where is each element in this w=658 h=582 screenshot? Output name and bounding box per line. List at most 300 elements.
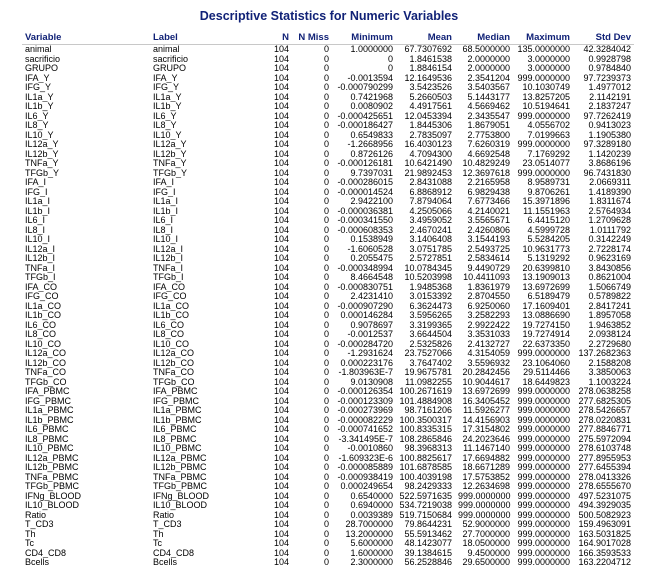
cell-median: 999.0000000: [458, 510, 511, 520]
descriptive-statistics-table: [22, 31, 634, 568]
cell-n: 104: [273, 415, 289, 425]
cell-label: IL10_Y: [153, 130, 182, 140]
cell-n: 104: [273, 111, 289, 121]
cell-std-dev: 278.0220831: [578, 415, 631, 425]
cell-std-dev: 0.9413023: [588, 121, 631, 130]
cell-minimum: 0.6540000: [350, 491, 393, 501]
cell-n-miss: 0: [323, 463, 329, 472]
cell-median: 2.8704550: [467, 292, 510, 301]
cell-label: IL1a_PBMC: [153, 406, 202, 415]
cell-n: 104: [273, 292, 289, 301]
cell-n: 104: [273, 197, 289, 206]
cell-maximum: 999.0000000: [517, 548, 570, 558]
cell-mean: 10.5203998: [404, 273, 452, 282]
cell-std-dev: 277.6825305: [578, 396, 631, 406]
cell-std-dev: 278.0638258: [578, 387, 631, 396]
cell-median: 2.3541204: [467, 73, 510, 83]
cell-mean: 108.2865846: [399, 434, 452, 444]
cell-n: 104: [273, 282, 289, 292]
cell-variable: IL8_I: [25, 225, 46, 235]
table-row: [22, 64, 634, 74]
cell-std-dev: 0.9928798: [588, 54, 631, 64]
cell-variable: T_CD3: [25, 520, 54, 529]
cell-mean: 4.4917561: [409, 102, 452, 111]
cell-mean: 100.2671619: [399, 387, 452, 396]
cell-variable: TNFa_Y: [25, 159, 59, 168]
cell-minimum: -1.803963E-7: [338, 368, 393, 377]
cell-n-miss: 0: [323, 263, 329, 273]
cell-n: 104: [273, 254, 289, 263]
cell-label: IFG_CO: [153, 292, 187, 301]
cell-mean: 3.3199365: [409, 320, 452, 330]
cell-variable: Ratio: [25, 510, 47, 520]
cell-std-dev: 1.4189390: [588, 187, 631, 197]
cell-n-miss: 0: [323, 178, 329, 187]
cell-label: IL1b_PBMC: [153, 415, 202, 425]
cell-n-miss: 0: [323, 491, 329, 501]
table-row: [22, 387, 634, 397]
cell-mean: 100.8335315: [399, 425, 452, 434]
cell-minimum: 9.0130908: [350, 377, 393, 387]
cell-median: 10.4411093: [463, 273, 510, 282]
cell-std-dev: 2.0938124: [588, 330, 631, 339]
cell-std-dev: 277.6455394: [578, 463, 631, 472]
cell-n-miss: 0: [323, 54, 329, 64]
col-header-std-dev: Std Dev: [573, 31, 634, 45]
cell-n-miss: 0: [323, 159, 329, 168]
cell-minimum: -0.000186427: [337, 121, 393, 130]
cell-n-miss: 0: [323, 73, 329, 83]
cell-minimum: -3.341495E-7: [338, 434, 393, 444]
cell-n: 104: [273, 330, 289, 339]
cell-n: 104: [273, 444, 289, 453]
table-row: [22, 340, 634, 350]
table-header-row: [22, 31, 634, 45]
cell-mean: 100.8825617: [399, 453, 452, 463]
cell-std-dev: 97.7262419: [583, 111, 631, 121]
cell-maximum: 999.0000000: [517, 539, 570, 548]
cell-std-dev: 0.9784840: [588, 64, 631, 73]
cell-n: 104: [273, 311, 289, 320]
cell-label: IL12b_Y: [153, 149, 187, 159]
cell-mean: 7.8794064: [409, 197, 452, 206]
cell-variable: IFA_CO: [25, 282, 58, 292]
cell-n-miss: 0: [323, 187, 329, 197]
cell-variable: IL1a_PBMC: [25, 406, 74, 415]
cell-minimum: 9.7397031: [350, 168, 393, 178]
cell-label: Ratio: [153, 510, 175, 520]
cell-maximum: 11.1551963: [523, 206, 570, 216]
cell-maximum: 10.9631773: [522, 244, 570, 254]
cell-n-miss: 0: [323, 453, 329, 463]
cell-minimum: 0.6549833: [350, 130, 393, 140]
cell-label: IFA_PBMC: [153, 387, 198, 396]
cell-median: 12.2634698: [462, 482, 510, 491]
cell-n: 104: [273, 434, 289, 444]
cell-n: 104: [273, 406, 289, 415]
cell-mean: 519.7150684: [399, 510, 452, 520]
cell-maximum: 13.6972699: [522, 282, 570, 292]
cell-variable: IL10_PBMC: [25, 444, 74, 453]
cell-median: 29.6500000: [462, 558, 510, 567]
cell-median: 2.0000000: [467, 64, 510, 73]
cell-n-miss: 0: [323, 149, 329, 159]
table-row: [22, 150, 634, 160]
cell-minimum: 0: [387, 64, 393, 73]
cell-maximum: 5.1319292: [527, 254, 570, 263]
cell-variable: IFG_Y: [25, 83, 52, 92]
cell-label: TFGb_PBMC: [153, 482, 208, 491]
cell-median: 7.6773466: [467, 197, 510, 206]
cell-mean: 4.2505066: [409, 206, 452, 216]
cell-median: 20.2842456: [462, 368, 510, 377]
cell-minimum: 0: [387, 54, 393, 64]
cell-variable: IL1b_PBMC: [25, 415, 74, 425]
cell-maximum: 4.5999728: [527, 225, 570, 235]
cell-median: 3.5403567: [467, 83, 510, 92]
cell-n-miss: 0: [323, 111, 329, 121]
cell-label: IL1b_I: [153, 206, 179, 216]
cell-n-miss: 0: [323, 130, 329, 140]
col-header-n: N: [262, 31, 292, 45]
cell-mean: 101.4884908: [399, 396, 452, 406]
cell-std-dev: 2.8417241: [588, 301, 631, 311]
cell-variable: IFA_PBMC: [25, 387, 70, 396]
cell-label: TFGb_I: [153, 273, 184, 282]
cell-n: 104: [273, 482, 289, 491]
cell-median: 17.5753852: [462, 472, 510, 482]
cell-n: 104: [273, 548, 289, 558]
cell-mean: 2.4670241: [409, 225, 452, 235]
cell-maximum: 13.0886690: [522, 311, 570, 320]
cell-n-miss: 0: [323, 339, 329, 349]
cell-median: 3.5565671: [467, 216, 510, 225]
cell-n-miss: 0: [323, 168, 329, 178]
table-row: [22, 416, 634, 426]
cell-n: 104: [273, 396, 289, 406]
cell-maximum: 18.6449823: [522, 377, 570, 387]
cell-mean: 12.1649536: [404, 73, 452, 83]
cell-std-dev: 1.1905380: [588, 130, 631, 140]
cell-variable: IL10_Y: [25, 130, 54, 140]
cell-n: 104: [273, 491, 289, 501]
cell-variable: TFGb_PBMC: [25, 482, 80, 491]
cell-std-dev: 278.6555670: [578, 482, 631, 491]
cell-n-miss: 0: [323, 330, 329, 339]
cell-maximum: 29.5114466: [523, 368, 570, 377]
cell-label: IL12a_I: [153, 244, 184, 254]
cell-n-miss: 0: [323, 244, 329, 254]
table-row: [22, 112, 634, 122]
cell-label: IL1a_Y: [153, 92, 182, 102]
cell-variable: IFG_PBMC: [25, 396, 72, 406]
cell-variable: IFNg_BLOOD: [25, 491, 82, 501]
cell-minimum: 0.0080902: [350, 102, 393, 111]
table-row: [22, 74, 634, 84]
cell-minimum: 0.7421968: [350, 92, 393, 102]
cell-median: 18.0500000: [462, 539, 510, 548]
table-row: [22, 55, 634, 65]
cell-variable: IFG_CO: [25, 292, 59, 301]
cell-minimum: 1.6000000: [350, 548, 393, 558]
table-row: [22, 235, 634, 245]
cell-mean: 10.0784345: [404, 263, 452, 273]
cell-label: IL12b_CO: [153, 358, 195, 368]
cell-n-miss: 0: [323, 225, 329, 235]
cell-variable: IL1a_CO: [25, 301, 62, 311]
cell-label: IL10_PBMC: [153, 444, 202, 453]
cell-std-dev: 278.5426657: [578, 406, 631, 415]
cell-n-miss: 0: [323, 510, 329, 520]
cell-maximum: 999.0000000: [517, 501, 570, 510]
table-row: [22, 435, 634, 445]
cell-std-dev: 2.1142191: [589, 92, 631, 102]
cell-std-dev: 2.5764934: [588, 206, 631, 216]
cell-mean: 12.0453394: [404, 111, 452, 121]
cell-minimum: 1.0000000: [350, 44, 393, 54]
cell-variable: IL10_CO: [25, 339, 62, 349]
cell-label: TFGb_CO: [153, 377, 195, 387]
cell-minimum: -0.000425651: [337, 111, 393, 121]
cell-minimum: -0.000790299: [337, 83, 393, 92]
cell-label: IL12a_PBMC: [153, 453, 207, 463]
cell-std-dev: 137.2682363: [578, 349, 631, 358]
cell-maximum: 23.0514077: [522, 159, 570, 168]
cell-median: 13.6972699: [462, 387, 510, 396]
cell-std-dev: 2.1588208: [588, 358, 631, 368]
cell-maximum: 999.0000000: [517, 415, 570, 425]
cell-maximum: 999.0000000: [517, 349, 570, 358]
cell-label: IFG_I: [153, 187, 176, 197]
cell-maximum: 6.4415120: [527, 216, 570, 225]
cell-maximum: 999.0000000: [517, 453, 570, 463]
cell-maximum: 8.9589731: [527, 178, 570, 187]
cell-label: IL8_Y: [153, 121, 177, 130]
cell-std-dev: 277.8955953: [578, 453, 631, 463]
cell-variable: animal: [25, 44, 52, 54]
cell-n: 104: [273, 102, 289, 111]
cell-mean: 55.5913462: [404, 529, 452, 539]
col-header-variable: Variable: [22, 31, 150, 45]
cell-n-miss: 0: [323, 349, 329, 358]
cell-mean: 100.4039198: [399, 472, 452, 482]
cell-maximum: 3.0000000: [527, 64, 570, 73]
cell-label: IFNg_BLOOD: [153, 491, 210, 501]
cell-n: 104: [273, 453, 289, 463]
cell-n-miss: 0: [323, 482, 329, 491]
cell-minimum: 0.000223176: [340, 358, 393, 368]
cell-maximum: 999.0000000: [517, 73, 570, 83]
cell-n: 104: [273, 529, 289, 539]
cell-n-miss: 0: [323, 273, 329, 282]
cell-minimum: -0.0012537: [347, 330, 393, 339]
cell-std-dev: 1.0111792: [589, 225, 631, 235]
cell-std-dev: 97.7239373: [583, 73, 631, 83]
table-row: [22, 131, 634, 141]
cell-maximum: 999.0000000: [517, 444, 570, 453]
cell-n: 104: [273, 539, 289, 548]
cell-std-dev: 0.8621004: [588, 273, 631, 282]
cell-maximum: 3.0000000: [527, 54, 570, 64]
cell-label: IL6_CO: [153, 320, 185, 330]
cell-variable: IL10_I: [25, 235, 51, 244]
cell-std-dev: 278.6103748: [578, 444, 631, 453]
cell-minimum: 5.6000000: [350, 539, 393, 548]
cell-minimum: -0.000830751: [337, 282, 393, 292]
table-row: [22, 264, 634, 274]
cell-mean: 3.5423526: [409, 83, 452, 92]
cell-label: TNFa_I: [153, 263, 184, 273]
cell-mean: 79.8644231: [404, 520, 452, 529]
cell-median: 9.4500000: [467, 548, 510, 558]
cell-mean: 3.1406408: [409, 235, 452, 244]
cell-minimum: -0.000608353: [337, 225, 393, 235]
cell-std-dev: 3.3850063: [588, 368, 631, 377]
cell-n: 104: [273, 121, 289, 130]
cell-n-miss: 0: [323, 387, 329, 396]
cell-maximum: 19.7274150: [522, 320, 570, 330]
table-row: [22, 159, 634, 169]
cell-maximum: 19.7274914: [522, 330, 570, 339]
cell-variable: IL6_CO: [25, 320, 57, 330]
cell-variable: IL12a_I: [25, 244, 56, 254]
cell-std-dev: 1.1003224: [588, 377, 631, 387]
cell-label: Tc: [153, 539, 162, 548]
table-row: [22, 463, 634, 473]
cell-minimum: -0.000085889: [337, 463, 393, 472]
table-row: [22, 368, 634, 378]
cell-std-dev: 275.5972094: [578, 434, 631, 444]
cell-variable: TNFa_CO: [25, 368, 67, 377]
cell-label: sacrificio: [153, 54, 189, 64]
cell-n-miss: 0: [323, 406, 329, 415]
cell-median: 1.8361979: [467, 282, 510, 292]
cell-n: 104: [273, 273, 289, 282]
cell-std-dev: 159.4963091: [578, 520, 631, 529]
cell-n-miss: 0: [323, 92, 329, 102]
cell-std-dev: 0.9623169: [588, 254, 631, 263]
cell-minimum: -0.0013594: [347, 73, 393, 83]
cell-variable: IL12a_Y: [25, 140, 59, 149]
cell-std-dev: 2.1837247: [588, 102, 631, 111]
cell-n: 104: [273, 54, 289, 64]
cell-variable: IL6_I: [25, 216, 46, 225]
cell-maximum: 9.8706261: [527, 187, 570, 197]
cell-mean: 3.6644504: [409, 330, 452, 339]
cell-n: 104: [273, 472, 289, 482]
table-row: [22, 254, 634, 264]
cell-label: IFA_Y: [153, 73, 178, 83]
cell-minimum: 0.2055475: [350, 254, 393, 263]
cell-n: 104: [273, 558, 289, 567]
cell-n-miss: 0: [323, 282, 329, 292]
cell-std-dev: 163.5031825: [578, 529, 631, 539]
cell-mean: 522.5971635: [399, 491, 452, 501]
cell-std-dev: 1.9463852: [588, 320, 631, 330]
cell-minimum: -1.6060528: [347, 244, 393, 254]
cell-mean: 11.0982255: [405, 377, 452, 387]
table-row: [22, 207, 634, 217]
cell-std-dev: 166.3593533: [578, 548, 631, 558]
table-row: [22, 359, 634, 369]
table-row: [22, 178, 634, 188]
cell-median: 12.3697618: [462, 168, 510, 178]
cell-mean: 2.5325826: [409, 339, 452, 349]
cell-variable: IL8_Y: [25, 121, 49, 130]
cell-minimum: 28.7000000: [345, 520, 393, 529]
cell-mean: 101.6878585: [399, 463, 452, 472]
cell-std-dev: 494.3929035: [578, 501, 631, 510]
cell-median: 6.9829438: [467, 187, 510, 197]
cell-median: 2.9922422: [467, 320, 510, 330]
cell-minimum: 2.9422100: [350, 197, 393, 206]
cell-median: 4.5669462: [467, 102, 510, 111]
cell-maximum: 135.0000000: [517, 44, 570, 54]
cell-label: IL12a_Y: [153, 140, 187, 149]
cell-n: 104: [273, 178, 289, 187]
cell-n-miss: 0: [323, 292, 329, 301]
cell-minimum: 2.3000000: [350, 558, 393, 567]
cell-median: 3.5596932: [467, 358, 510, 368]
cell-variable: IL8_CO: [25, 330, 57, 339]
cell-median: 11.5926277: [463, 406, 510, 415]
cell-minimum: 0.000249654: [340, 482, 393, 491]
col-header-maximum: Maximum: [513, 31, 573, 45]
cell-n: 104: [273, 44, 289, 54]
cell-median: 14.4156903: [462, 415, 510, 425]
cell-variable: IL12a_CO: [25, 349, 67, 358]
cell-label: IL6_PBMC: [153, 425, 197, 434]
cell-n-miss: 0: [323, 206, 329, 216]
cell-std-dev: 164.9017028: [578, 539, 631, 548]
cell-label: IL8_I: [153, 225, 174, 235]
cell-median: 6.9250060: [467, 301, 510, 311]
table-row: [22, 121, 634, 131]
cell-std-dev: 2.7228174: [588, 244, 631, 254]
cell-minimum: 0.9078697: [350, 320, 393, 330]
cell-median: 10.4829249: [462, 159, 510, 168]
col-header-mean: Mean: [396, 31, 455, 45]
cell-n-miss: 0: [323, 558, 329, 567]
cell-maximum: 10.1030749: [522, 83, 570, 92]
cell-n: 104: [273, 520, 289, 529]
cell-std-dev: 1.4977012: [588, 83, 631, 92]
cell-minimum: -1.609323E-6: [338, 453, 393, 463]
cell-maximum: 999.0000000: [517, 396, 570, 406]
table-row: [22, 558, 634, 568]
cell-n: 104: [273, 510, 289, 520]
cell-variable: IL1b_Y: [25, 102, 54, 111]
statistics-table-container: [22, 31, 634, 568]
cell-minimum: -0.000126181: [337, 159, 393, 168]
cell-label: animal: [153, 44, 180, 54]
cell-label: IL6_Y: [153, 111, 177, 121]
cell-label: CD4_CD8: [153, 548, 195, 558]
cell-median: 7.6260319: [467, 140, 510, 149]
cell-mean: 2.8431088: [409, 178, 452, 187]
cell-label: Bcells: [153, 558, 178, 567]
cell-std-dev: 500.5082923: [578, 510, 631, 520]
cell-minimum: -0.000273969: [337, 406, 393, 415]
cell-n-miss: 0: [323, 415, 329, 425]
cell-std-dev: 497.5231075: [578, 491, 631, 501]
cell-variable: TFGb_Y: [25, 168, 60, 178]
cell-minimum: -0.000082229: [337, 415, 393, 425]
cell-label: IL1a_CO: [153, 301, 190, 311]
cell-n: 104: [273, 140, 289, 149]
cell-mean: 21.9892453: [404, 168, 452, 178]
cell-mean: 10.6421490: [404, 159, 452, 168]
